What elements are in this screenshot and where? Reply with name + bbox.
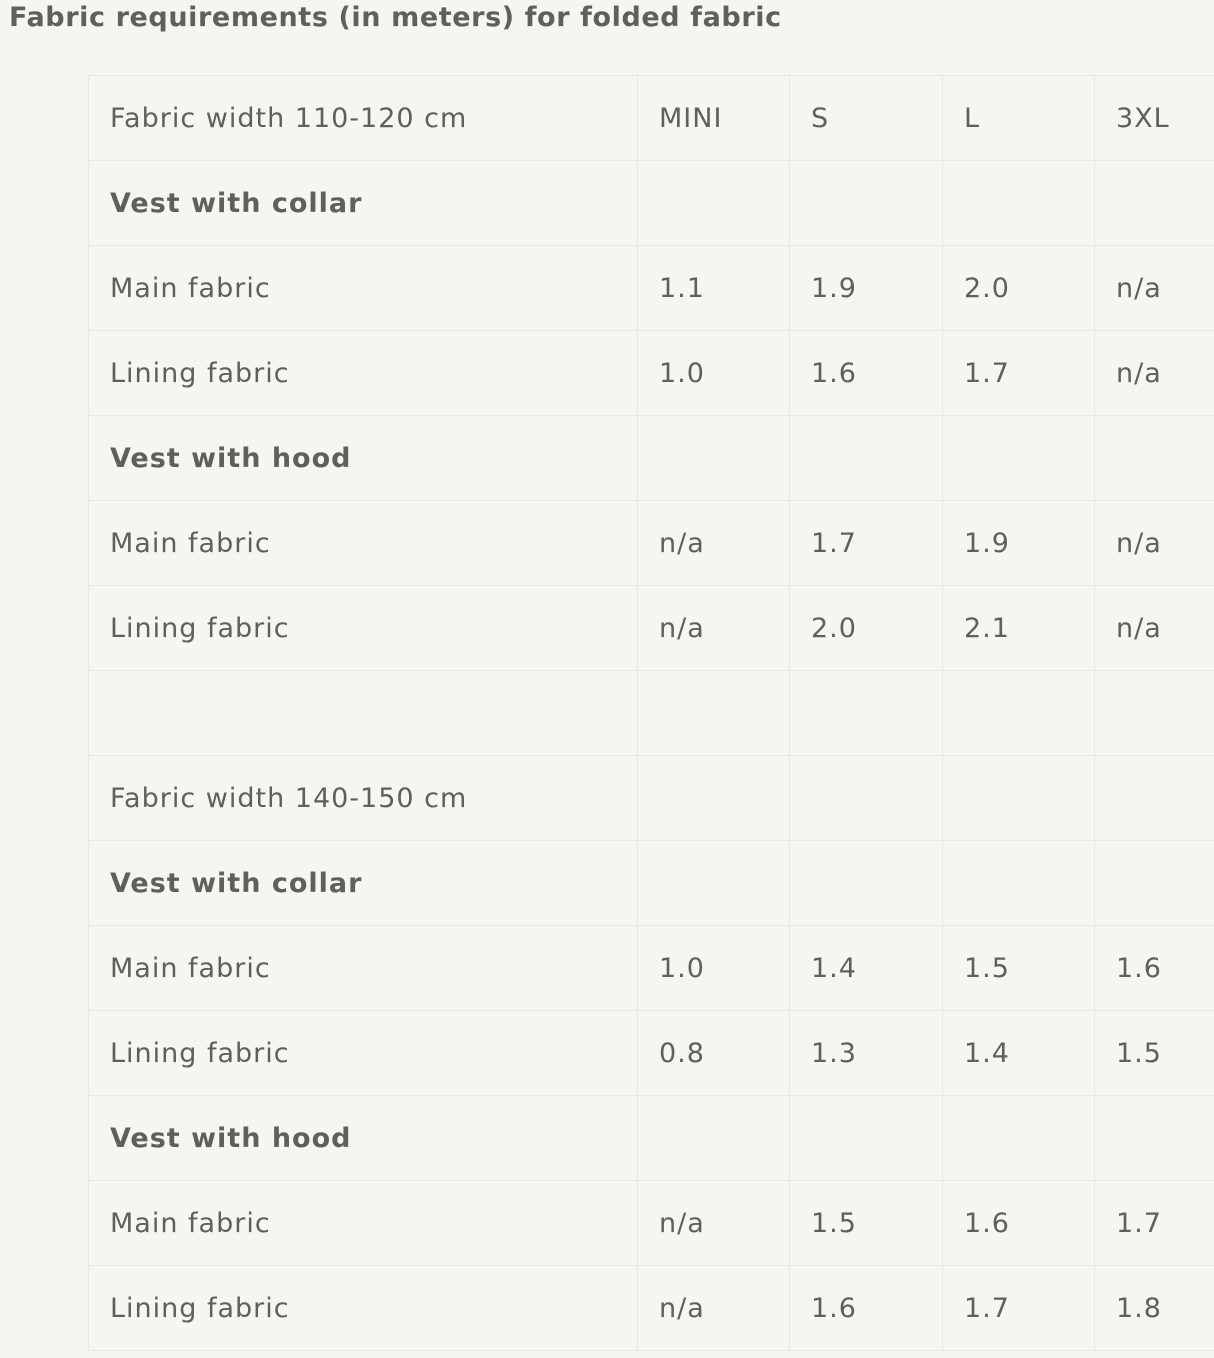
row-label-cell: Lining fabric [89,1266,638,1351]
value-cell-l: 1.6 [943,1181,1095,1266]
value-cell-l [943,841,1095,926]
row-label-cell: Lining fabric [89,1011,638,1096]
table-row-data [89,246,1214,331]
value-cell-s: 1.7 [790,501,943,586]
value-cell-mini: 0.8 [638,1011,790,1096]
value-cell-mini: n/a [638,501,790,586]
value-cell-3xl: n/a [1095,246,1214,331]
header-label-cell: Fabric width 110-120 cm [89,76,638,161]
header-size-s: S [790,76,943,161]
value-cell-3xl [1095,161,1214,246]
value-cell-mini [638,161,790,246]
value-cell-l: 2.0 [943,246,1095,331]
value-cell-s: 1.6 [790,1266,943,1351]
value-cell-mini: n/a [638,1266,790,1351]
row-label-cell: Vest with collar [89,161,638,246]
value-cell-s: 2.0 [790,586,943,671]
page-title: Fabric requirements (in meters) for folded fabric [9,2,782,33]
table-row-subheader [89,756,1214,841]
value-cell-l [943,756,1095,841]
row-label-cell: Main fabric [89,1181,638,1266]
value-cell-l [943,1096,1095,1181]
header-size-3xl: 3XL [1095,76,1214,161]
value-cell-s [790,671,943,756]
value-cell-s [790,161,943,246]
value-cell-3xl: 1.6 [1095,926,1214,1011]
value-cell-mini: 1.1 [638,246,790,331]
value-cell-3xl: n/a [1095,586,1214,671]
value-cell-l [943,416,1095,501]
value-cell-3xl [1095,671,1214,756]
table-row-data [89,501,1214,586]
value-cell-s [790,1096,943,1181]
table-row-group [89,841,1214,926]
value-cell-l [943,671,1095,756]
value-cell-l: 1.5 [943,926,1095,1011]
value-cell-l: 1.7 [943,1266,1095,1351]
value-cell-l: 2.1 [943,586,1095,671]
value-cell-3xl: n/a [1095,331,1214,416]
row-label-cell: Main fabric [89,926,638,1011]
table-row-data [89,1181,1214,1266]
table-row-group [89,416,1214,501]
row-label-cell: Vest with collar [89,841,638,926]
value-cell-s: 1.5 [790,1181,943,1266]
table-header-row [89,76,1214,161]
value-cell-l: 1.9 [943,501,1095,586]
value-cell-s: 1.3 [790,1011,943,1096]
value-cell-mini: n/a [638,1181,790,1266]
value-cell-mini [638,756,790,841]
table-row-data [89,1266,1214,1351]
value-cell-3xl: 1.8 [1095,1266,1214,1351]
value-cell-3xl [1095,416,1214,501]
row-label-cell: Vest with hood [89,1096,638,1181]
value-cell-s: 1.9 [790,246,943,331]
value-cell-s [790,756,943,841]
value-cell-3xl [1095,841,1214,926]
value-cell-mini: 1.0 [638,926,790,1011]
value-cell-mini [638,671,790,756]
value-cell-3xl [1095,756,1214,841]
header-size-mini: MINI [638,76,790,161]
row-label-cell: Main fabric [89,501,638,586]
value-cell-mini: 1.0 [638,331,790,416]
table-row-group [89,161,1214,246]
value-cell-s: 1.6 [790,331,943,416]
value-cell-l [943,161,1095,246]
value-cell-mini [638,1096,790,1181]
value-cell-3xl: n/a [1095,501,1214,586]
value-cell-s: 1.4 [790,926,943,1011]
row-label-cell: Lining fabric [89,586,638,671]
header-size-l: L [943,76,1095,161]
value-cell-s [790,416,943,501]
row-label-cell: Vest with hood [89,416,638,501]
value-cell-3xl: 1.5 [1095,1011,1214,1096]
row-label-cell [89,671,638,756]
table-row-group [89,1096,1214,1181]
value-cell-l: 1.4 [943,1011,1095,1096]
table-row-data [89,331,1214,416]
table-body [89,76,1214,1351]
value-cell-3xl: 1.7 [1095,1181,1214,1266]
row-label-cell: Main fabric [89,246,638,331]
table-row-data [89,1011,1214,1096]
fabric-requirements-table [88,75,1214,1351]
value-cell-s [790,841,943,926]
row-label-cell: Fabric width 140-150 cm [89,756,638,841]
value-cell-3xl [1095,1096,1214,1181]
value-cell-mini [638,841,790,926]
value-cell-mini [638,416,790,501]
value-cell-l: 1.7 [943,331,1095,416]
row-label-cell: Lining fabric [89,331,638,416]
table-row-data [89,586,1214,671]
table-row-data [89,926,1214,1011]
value-cell-mini: n/a [638,586,790,671]
table-row-empty [89,671,1214,756]
